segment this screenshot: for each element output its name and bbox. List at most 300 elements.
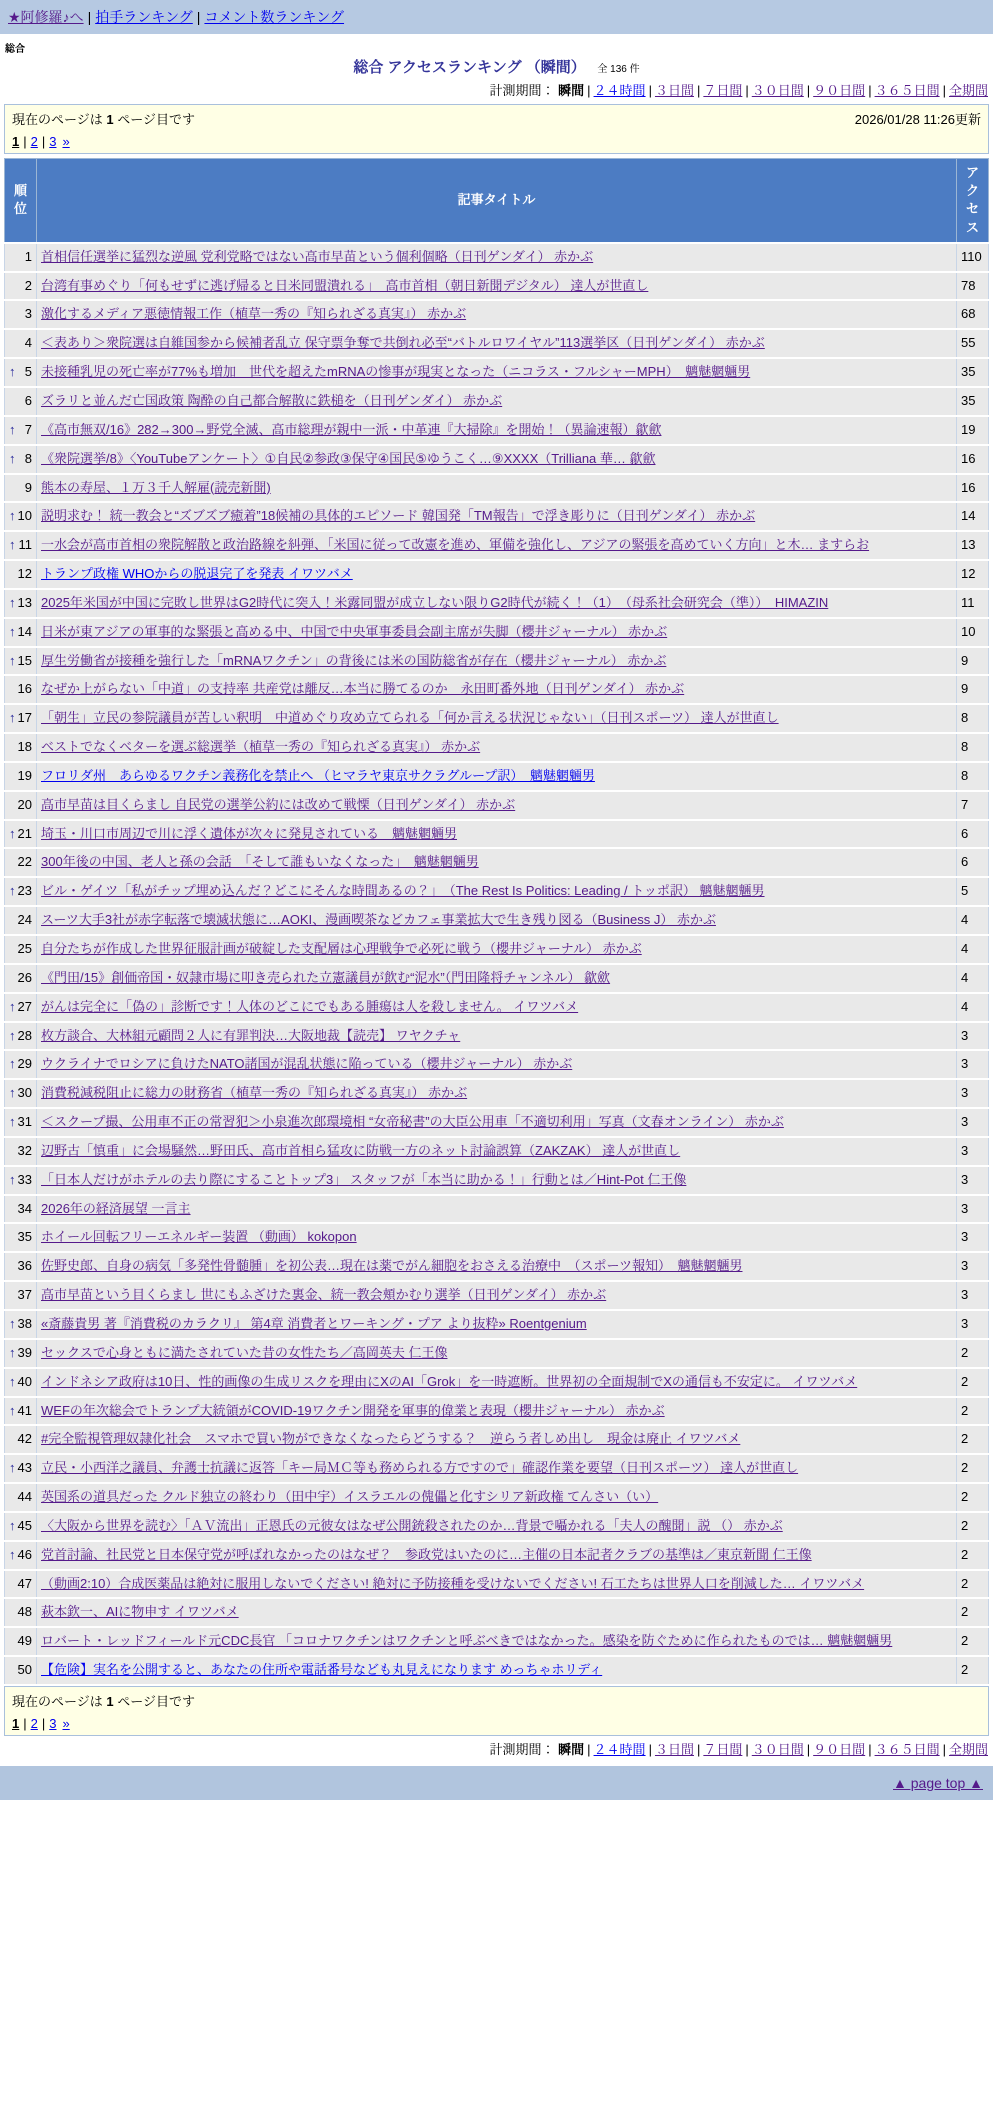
table-row <box>5 445 989 474</box>
article-title-cell <box>37 358 957 387</box>
rank-cell <box>5 589 37 618</box>
rank-number: 43 <box>17 1460 32 1476</box>
article-title-cell <box>37 243 957 272</box>
article-link[interactable]: ズラリと並んだ亡国政策 陶酔の自己都合解散に鉄槌を（日刊ゲンダイ） 赤かぶ <box>41 392 503 408</box>
access-count: 3 <box>957 1137 989 1166</box>
rank-cell <box>5 502 37 531</box>
article-link[interactable]: 党首討論、社民党と日本保守党が呼ばれなかったのはなぜ？ 参政党はいたのに…主催の日本記者クラブの基準は／東京新聞 仁王像 <box>41 1546 812 1562</box>
rank-cell <box>5 1195 37 1224</box>
article-title-cell <box>37 1050 957 1079</box>
article-title-cell <box>37 762 957 791</box>
article-link[interactable]: 辺野古「慎重」に会場騒然…野田氏、高市首相ら猛攻に防戦一方のネット討論誤算（ZAKZAK） 達人が世直し <box>41 1142 681 1158</box>
article-link[interactable]: なぜか上がらない「中道」の支持率 共産党は離反…本当に勝てるのか 永田町番外地（日刊ゲンダイ） 赤かぶ <box>41 681 685 697</box>
rank-up-icon: ↑ <box>9 1373 16 1389</box>
article-link[interactable]: ホイール回転フリーエネルギー装置 （動画） kokopon <box>41 1229 357 1245</box>
article-link[interactable]: 枚方談合、大林組元顧問２人に有罪判決…大阪地裁【読売】 ワヤクチャ <box>41 1027 461 1043</box>
access-count: 35 <box>957 358 989 387</box>
rank-number: 38 <box>17 1315 32 1331</box>
pagination-bottom <box>12 1716 981 1731</box>
rank-number: 49 <box>17 1633 32 1649</box>
rank-cell <box>5 848 37 877</box>
article-link[interactable]: 立民・小西洋之議員、弁護士抗議に返答「キー局ＭＣ等も務められる方ですので」確認作業を要望（日刊スポーツ） 達人が世直し <box>41 1460 799 1476</box>
rank-cell <box>5 820 37 849</box>
rank-cell <box>5 1397 37 1426</box>
access-count: 4 <box>957 964 989 993</box>
table-row <box>5 1598 989 1627</box>
access-count: 3 <box>957 1108 989 1137</box>
article-title-cell <box>37 474 957 503</box>
access-count: 2 <box>957 1483 989 1512</box>
access-count: 78 <box>957 272 989 301</box>
rank-number: 42 <box>17 1431 32 1447</box>
article-link[interactable]: 厚生労働省が接種を強行した「mRNAワクチン」の背後には米の国防総省が存在（櫻井ジャーナル） 赤かぶ <box>41 652 667 668</box>
table-row <box>5 820 989 849</box>
separator: | <box>745 83 749 98</box>
access-count: 16 <box>957 474 989 503</box>
access-count: 12 <box>957 560 989 589</box>
period-link[interactable]: 全期間 <box>948 1741 988 1757</box>
article-link[interactable]: ウクライナでロシアに負けたNATO諸国が混乱状態に陥っている（櫻井ジャーナル） 赤かぶ <box>41 1056 573 1072</box>
article-title-cell <box>37 848 957 877</box>
table-row <box>5 935 989 964</box>
article-title-cell <box>37 733 957 762</box>
article-title-cell <box>37 1368 957 1397</box>
period-link[interactable]: ２４時間 <box>593 1741 646 1757</box>
article-link[interactable]: WEFの年次総会でトランプ大統領がCOVID-19ワクチン開発を軍事的偉業と表現（櫻井ジャーナル） 赤かぶ <box>41 1402 665 1418</box>
article-title-cell <box>37 704 957 733</box>
period-label: 計測期間： <box>489 83 555 98</box>
rank-number: 32 <box>17 1142 32 1158</box>
article-link[interactable]: ＜スクープ撮、公用車不正の常習犯＞小泉進次郎環境相 “女帝秘書”の大臣公用車「不適切利用」写真（文春オンライン） 赤かぶ <box>41 1114 784 1130</box>
article-link[interactable]: トランプ政権 WHOからの脱退完了を発表 イワツバメ <box>41 566 353 582</box>
period-link[interactable]: ９０日間 <box>813 1741 866 1757</box>
rank-cell <box>5 1166 37 1195</box>
rank-cell <box>5 531 37 560</box>
article-title-cell <box>37 820 957 849</box>
article-link[interactable]: 萩本欽一、AIに物申す イワツバメ <box>41 1604 239 1620</box>
rank-cell <box>5 675 37 704</box>
rank-number: 44 <box>17 1489 32 1505</box>
article-link[interactable]: 首相信任選挙に猛烈な逆風 党利党略ではない高市早苗という個利個略（日刊ゲンダイ） 赤かぶ <box>41 248 594 264</box>
rank-number: 48 <box>17 1604 32 1620</box>
top-nav-bar <box>0 0 993 34</box>
access-count: 2 <box>957 1512 989 1541</box>
article-link[interactable]: 「朝生」立民の参院議員が苦しい釈明 中道めぐり攻め立てられる「何か言える状況じゃない」（日刊スポーツ） 達人が世直し <box>41 710 779 726</box>
rank-number: 37 <box>17 1287 32 1303</box>
article-link[interactable]: 高市早苗という目くらまし 世にもふざけた裏金、統一教会頬かむり選挙（日刊ゲンダイ） 赤かぶ <box>41 1287 607 1303</box>
table-row <box>5 1050 989 1079</box>
article-title-cell <box>37 329 957 358</box>
page-top-link[interactable]: ▲ page top ▲ <box>893 1774 983 1791</box>
period-selector-top <box>5 80 988 99</box>
rank-number: 40 <box>17 1373 32 1389</box>
pager-page-link[interactable]: 2 <box>30 134 38 149</box>
rank-cell <box>5 618 37 647</box>
table-row <box>5 531 989 560</box>
rank-cell <box>5 1310 37 1339</box>
rank-cell <box>5 416 37 445</box>
separator: | <box>868 1741 872 1757</box>
total-count: 全 136 件 <box>597 64 640 75</box>
rank-number: 30 <box>17 1085 32 1101</box>
article-link[interactable]: 台湾有事めぐり「何もせずに逃げ帰ると日米同盟潰れる」 高市首相（朝日新聞デジタル） 達人が世直し <box>41 277 649 293</box>
top-nav-link[interactable]: コメント数ランキング <box>204 9 345 25</box>
article-link[interactable]: 熊本の寿屋、１万３千人解雇(読売新聞) <box>41 479 271 495</box>
rank-cell <box>5 243 37 272</box>
table-row <box>5 502 989 531</box>
article-link[interactable]: 高市早苗は目くらまし 自民党の選挙公約には改めて戦慄（日刊ゲンダイ） 赤かぶ <box>41 796 516 812</box>
rank-up-icon: ↑ <box>9 1517 16 1533</box>
separator: | <box>648 83 652 98</box>
separator: | <box>196 9 201 25</box>
separator: | <box>942 83 946 98</box>
article-title-cell <box>37 531 957 560</box>
table-row <box>5 1368 989 1397</box>
separator: | <box>587 83 591 98</box>
separator: | <box>696 83 701 98</box>
table-row <box>5 1108 989 1137</box>
rank-cell <box>5 445 37 474</box>
article-link[interactable]: セックスで心身ともに満たされていた昔の女性たち／高岡英夫 仁王像 <box>41 1344 448 1360</box>
rank-number: 7 <box>24 421 32 437</box>
table-row <box>5 791 989 820</box>
access-count: 3 <box>957 1223 989 1252</box>
access-count: 8 <box>957 762 989 791</box>
article-title-cell <box>37 560 957 589</box>
article-link[interactable]: ビル・ゲイツ「私がチップ埋め込んだ？どこにそんな時間あるの？」 （The Rest Is Politics: Leading / トッポ訳） 魑魅魍魎男 <box>41 883 765 899</box>
article-link[interactable]: 英国系の道具だった クルド独立の終わり（田中宇）イスラエルの傀儡と化すシリア新政権 てんさい（い） <box>41 1489 659 1505</box>
rank-cell <box>5 1425 37 1454</box>
article-link[interactable]: 日米が東アジアの軍事的な緊張と高める中、中国で中央軍事委員会副主席が失脚（櫻井ジャーナル） 赤かぶ <box>41 623 668 639</box>
rank-cell <box>5 1368 37 1397</box>
separator: | <box>87 9 92 25</box>
table-row <box>5 1022 989 1051</box>
table-row <box>5 877 989 906</box>
table-row <box>5 416 989 445</box>
rank-number: 10 <box>17 508 32 524</box>
period-link[interactable]: ３６５日間 <box>874 1741 940 1757</box>
article-link[interactable]: 2026年の経済展望 一言主 <box>41 1200 191 1216</box>
period-link[interactable]: ７日間 <box>703 1741 743 1757</box>
article-link[interactable]: 一水会が高市首相の衆院解散と政治路線を糾弾、「米国に従って改憲を進め、軍備を強化し、アジアの緊張を高めていく方向」と木… ますらお <box>41 537 870 553</box>
article-title-cell <box>37 1425 957 1454</box>
rank-up-icon: ↑ <box>9 825 16 841</box>
page-top-bar <box>0 1766 993 1800</box>
table-row <box>5 647 989 676</box>
rank-up-icon: ↑ <box>9 1460 16 1476</box>
rank-number: 3 <box>24 306 32 322</box>
period-link[interactable]: ７日間 <box>703 83 743 98</box>
rank-number: 11 <box>18 537 32 553</box>
article-title-cell <box>37 1570 957 1599</box>
rank-cell <box>5 1570 37 1599</box>
article-link[interactable]: 自分たちが作成した世界征服計画が破綻した支配層は心理戦争で必死に戦う（櫻井ジャーナル） 赤かぶ <box>41 941 642 956</box>
rank-number: 8 <box>24 450 32 466</box>
article-link[interactable]: ＜表あり＞衆院選は自維国参から候補者乱立 保守票争奪で共倒れ必至“バトルロワイヤル”113選挙区（日刊ゲンダイ） 赤かぶ <box>41 335 765 351</box>
table-row <box>5 1079 989 1108</box>
period-link[interactable]: ２４時間 <box>593 83 646 98</box>
rank-number: 35 <box>17 1229 32 1245</box>
article-title-cell <box>37 445 957 474</box>
article-link[interactable]: ロバート・レッドフィールド元CDC長官 「コロナワクチンはワクチンと呼ぶべきではなかった。感染を防ぐために作られたものでは… 魑魅魍魎男 <box>41 1633 893 1649</box>
table-row <box>5 1281 989 1310</box>
rank-up-icon: ↑ <box>9 1027 16 1043</box>
table-row <box>5 618 989 647</box>
article-link[interactable]: 《衆院選挙/8》〈YouTubeアンケート〉①自民②参政③保守④国民⑤ゆうこく…⑨XXXX（Trilliana 華… 歙歛 <box>41 450 656 466</box>
rank-number: 46 <box>17 1546 32 1562</box>
article-title-cell <box>37 272 957 301</box>
article-link[interactable]: （動画2:10）合成医薬品は絶対に服用しないでください! 絶対に予防接種を受けないでください! 石工たちは世界人口を削減した… イワツバメ <box>41 1575 865 1591</box>
article-link[interactable]: フロリダ州 あらゆるワクチン義務化を禁止へ （ヒマラヤ東京サクラグループ訳） 魑魅魍魎男 <box>41 767 595 783</box>
period-current: 瞬間 <box>558 83 585 98</box>
rank-up-icon: ↑ <box>9 537 16 553</box>
article-link[interactable]: 埼玉・川口市周辺で川に浮く遺体が次々に発見されている 魑魅魍魎男 <box>41 825 458 841</box>
separator: | <box>868 83 872 98</box>
breadcrumb: 総合 <box>5 44 25 55</box>
article-title-cell <box>37 1397 957 1426</box>
article-link[interactable]: 説明求む！ 統一教会と“ズブズブ癒着”18候補の具体的エピソード 韓国発「TM報告」で浮き彫りに（日刊ゲンダイ） 赤かぶ <box>41 508 756 524</box>
separator: | <box>806 83 811 98</box>
article-link[interactable]: 未接種乳児の死亡率が77%も増加 世代を超えたmRNAの惨事が現実となった（ニコラス・フルシャーMPH） 魑魅魍魎男 <box>41 364 751 380</box>
article-link[interactable]: 2025年米国が中国に完敗し世界はG2時代に突入！米露同盟が成立しない限りG2時代が続く！（1） （母系社会研究会（準）） HIMAZIN <box>41 594 829 610</box>
page-info-box-bottom <box>4 1686 989 1736</box>
separator: | <box>745 1741 749 1757</box>
article-link[interactable]: 佐野史郎、自身の病気「多発性骨髄腫」を初公表…現在は薬でがん細胞をおさえる治療中 （スポーツ報知） 魑魅魍魎男 <box>41 1258 743 1274</box>
article-link[interactable]: 消費税減税阻止に総力の財務省（植草一秀の『知られざる真実』） 赤かぶ <box>41 1085 468 1101</box>
top-nav-link[interactable]: ★阿修羅♪へ <box>8 9 84 25</box>
pager-next-link[interactable]: » <box>62 134 70 149</box>
article-title-cell <box>37 618 957 647</box>
article-title-cell <box>37 1079 957 1108</box>
article-title-cell <box>37 1281 957 1310</box>
period-link[interactable]: ３日間 <box>654 1741 694 1757</box>
rank-cell <box>5 1022 37 1051</box>
article-title-cell <box>37 877 957 906</box>
article-link[interactable]: 「日本人だけがホテルの去り際にすることトップ3」 スタッフが「本当に助かる！」行動とは／Hint-Pot 仁王像 <box>41 1171 687 1187</box>
table-row <box>5 1512 989 1541</box>
rank-number: 9 <box>24 479 32 495</box>
access-count: 10 <box>957 618 989 647</box>
rank-up-icon: ↑ <box>9 364 16 380</box>
rank-number: 29 <box>17 1056 32 1072</box>
top-nav-link[interactable]: 拍手ランキング <box>95 9 193 25</box>
rank-up-icon: ↑ <box>9 623 16 639</box>
rank-cell <box>5 993 37 1022</box>
article-link[interactable]: «斎藤貴男 著『消費税のカラクリ』 第4章 消費者とワーキング・プア より抜粋» Roentgenium <box>41 1315 587 1331</box>
article-link[interactable]: 《高市無双/16》282→300→野党全滅、高市総理が親中一派・中革連『大掃除』を開始！（異論速報）歙歛 <box>41 421 662 437</box>
separator: | <box>587 1741 591 1757</box>
rank-cell <box>5 1627 37 1656</box>
rank-number: 21 <box>17 825 32 841</box>
rank-up-icon: ↑ <box>9 1114 16 1130</box>
access-count: 4 <box>957 935 989 964</box>
article-link[interactable]: スーツ大手3社が赤字転落で壊滅状態に…AOKI、漫画喫茶などカフェ事業拡大で生き残り図る（Business J） 赤かぶ <box>41 912 716 928</box>
separator: | <box>23 134 27 149</box>
access-count: 13 <box>957 531 989 560</box>
rank-number: 18 <box>17 739 32 755</box>
article-link[interactable]: インドネシア政府は10日、性的画像の生成リスクを理由にXのAI「Grok」を一時遮断。世界初の全面規制でXの通信も不安定に。 イワツバメ <box>41 1373 858 1389</box>
article-link[interactable]: 《門田/15》創価帝国・奴隷市場に叩き売られた立憲議員が飲む“泥水”（門田隆将チャンネル） 歙歛 <box>41 969 611 985</box>
access-count: 35 <box>957 387 989 416</box>
article-title-cell <box>37 791 957 820</box>
rank-number: 41 <box>17 1402 32 1418</box>
article-link[interactable]: 300年後の中国、老人と孫の会話 「そして誰もいなくなった」 魑魅魍魎男 <box>41 854 479 870</box>
period-link[interactable]: ３０日間 <box>751 83 804 98</box>
rank-cell <box>5 1483 37 1512</box>
column-header-access: アクセス <box>957 159 989 243</box>
pagination-top <box>12 134 981 149</box>
article-link[interactable]: ベストでなくベターを選ぶ総選挙（植草一秀の『知られざる真実』） 赤かぶ <box>41 739 481 755</box>
pager-next-link[interactable]: » <box>62 1715 70 1731</box>
rank-number: 36 <box>17 1258 32 1274</box>
access-count: 8 <box>957 733 989 762</box>
rank-cell <box>5 300 37 329</box>
rank-up-icon: ↑ <box>9 421 16 437</box>
table-row <box>5 1137 989 1166</box>
rank-cell <box>5 1541 37 1570</box>
access-count: 14 <box>957 502 989 531</box>
period-label: 計測期間： <box>489 1741 555 1757</box>
rank-number: 16 <box>17 681 32 697</box>
article-title-cell <box>37 589 957 618</box>
access-count: 3 <box>957 1252 989 1281</box>
period-link[interactable]: ３０日間 <box>751 1741 804 1757</box>
pager-current-page: 1 <box>12 134 20 149</box>
rank-number: 2 <box>24 277 32 293</box>
pager-page-link[interactable]: 2 <box>30 1715 38 1731</box>
rank-number: 34 <box>17 1200 32 1216</box>
rank-cell <box>5 1656 37 1685</box>
table-row <box>5 243 989 272</box>
rank-up-icon: ↑ <box>9 1546 16 1562</box>
article-title-cell <box>37 1541 957 1570</box>
rank-number: 15 <box>17 652 32 668</box>
table-row <box>5 387 989 416</box>
access-count: 3 <box>957 1166 989 1195</box>
rank-up-icon: ↑ <box>9 1056 16 1072</box>
rank-cell <box>5 877 37 906</box>
table-row <box>5 474 989 503</box>
rank-number: 27 <box>17 998 32 1014</box>
rank-cell <box>5 733 37 762</box>
table-row <box>5 675 989 704</box>
rank-up-icon: ↑ <box>9 1171 16 1187</box>
rank-number: 26 <box>17 969 32 985</box>
table-row <box>5 1627 989 1656</box>
period-link[interactable]: 全期間 <box>948 83 988 98</box>
rank-cell <box>5 791 37 820</box>
rank-cell <box>5 1339 37 1368</box>
access-count: 55 <box>957 329 989 358</box>
article-link[interactable]: 〈大阪から世界を読む〉「ＡＶ流出」正恩氏の元彼女はなぜ公開銃殺されたのか…背景で囁かれる「夫人の醜聞」説 （） 赤かぶ <box>41 1517 783 1533</box>
separator: | <box>806 1741 811 1757</box>
rank-number: 50 <box>17 1662 32 1678</box>
pager-page-link[interactable]: 3 <box>49 134 57 149</box>
article-title-cell <box>37 993 957 1022</box>
access-count: 6 <box>957 820 989 849</box>
column-header-rank: 順位 <box>5 159 37 243</box>
access-count: 2 <box>957 1627 989 1656</box>
article-title-cell <box>37 906 957 935</box>
rank-cell <box>5 1598 37 1627</box>
access-count: 11 <box>957 589 989 618</box>
rank-cell <box>5 474 37 503</box>
article-link[interactable]: がんは完全に「偽の」診断です！人体のどこにでもある腫瘍は人を殺しません。 イワツバメ <box>41 998 579 1014</box>
article-title-cell <box>37 1339 957 1368</box>
rank-number: 33 <box>17 1171 32 1187</box>
rank-cell <box>5 329 37 358</box>
access-count: 2 <box>957 1541 989 1570</box>
current-page-text: 現在のページは 1 ページ目です <box>12 1693 195 1709</box>
pager-page-link[interactable]: 3 <box>49 1715 57 1731</box>
table-row <box>5 1195 989 1224</box>
article-title-cell <box>37 1166 957 1195</box>
article-title-cell <box>37 647 957 676</box>
table-row <box>5 762 989 791</box>
article-title-cell <box>37 935 957 964</box>
table-row <box>5 1166 989 1195</box>
access-count: 2 <box>957 1397 989 1426</box>
article-link[interactable]: #完全監視管理奴隷化社会 スマホで買い物ができなくなったらどうする？ 逆らう者しめ出し 現金は廃止 イワツバメ <box>41 1431 741 1447</box>
rank-cell <box>5 935 37 964</box>
rank-cell <box>5 560 37 589</box>
separator: | <box>696 1741 701 1757</box>
period-link[interactable]: ３日間 <box>654 83 694 98</box>
article-link[interactable]: 激化するメディア悪徳情報工作（植草一秀の『知られざる真実』） 赤かぶ <box>41 306 467 322</box>
access-count: 3 <box>957 1079 989 1108</box>
rank-number: 14 <box>17 623 32 639</box>
rank-cell <box>5 1512 37 1541</box>
article-title-cell <box>37 1223 957 1252</box>
table-row <box>5 848 989 877</box>
updated-timestamp: 2026/01/28 11:26更新 <box>854 112 981 127</box>
access-count: 2 <box>957 1368 989 1397</box>
period-link[interactable]: ９０日間 <box>813 83 866 98</box>
period-current: 瞬間 <box>558 1741 585 1757</box>
article-title-cell <box>37 1656 957 1685</box>
article-title-cell <box>37 1512 957 1541</box>
period-link[interactable]: ３６５日間 <box>874 83 940 98</box>
table-row <box>5 1656 989 1685</box>
table-row <box>5 272 989 301</box>
table-row <box>5 358 989 387</box>
rank-number: 17 <box>17 710 32 726</box>
table-row <box>5 1397 989 1426</box>
access-count: 3 <box>957 1050 989 1079</box>
access-count: 8 <box>957 704 989 733</box>
rank-number: 20 <box>17 796 32 812</box>
separator: | <box>942 1741 946 1757</box>
rank-cell <box>5 272 37 301</box>
rank-number: 12 <box>17 566 32 582</box>
article-title-cell <box>37 300 957 329</box>
access-count: 19 <box>957 416 989 445</box>
access-count: 2 <box>957 1598 989 1627</box>
rank-number: 24 <box>17 912 32 928</box>
rank-up-icon: ↑ <box>9 998 16 1014</box>
title-line <box>0 56 993 77</box>
article-link[interactable]: 【危険】実名を公開すると、あなたの住所や電話番号なども丸見えになります めっちゃホリディ <box>41 1662 603 1678</box>
article-title-cell <box>37 1310 957 1339</box>
table-row <box>5 1223 989 1252</box>
column-header-title: 記事タイトル <box>37 159 957 243</box>
article-title-cell <box>37 387 957 416</box>
article-title-cell <box>37 1483 957 1512</box>
rank-number: 13 <box>17 594 32 610</box>
access-count: 110 <box>957 243 989 272</box>
separator: | <box>23 1715 27 1731</box>
access-count: 68 <box>957 300 989 329</box>
